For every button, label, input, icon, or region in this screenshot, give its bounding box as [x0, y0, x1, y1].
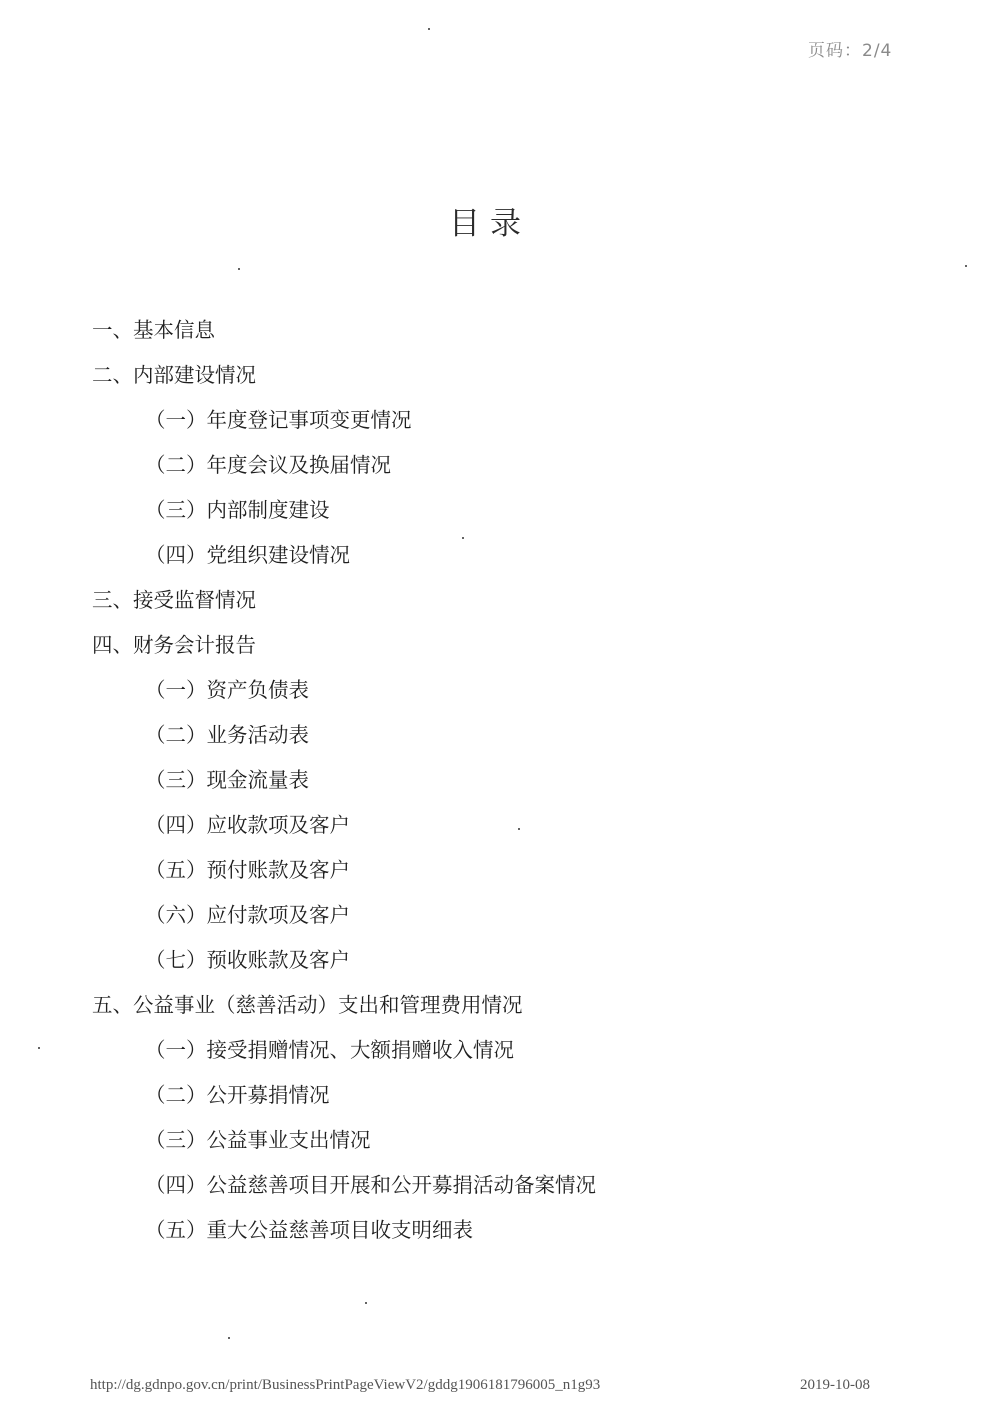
scan-speck — [238, 268, 240, 270]
toc-item-basic-info: 一、基本信息 — [92, 318, 215, 342]
toc-subitem-receivables: （四）应收款项及客户 — [145, 813, 350, 837]
scan-speck — [518, 828, 520, 830]
toc-subitem-major-project-details: （五）重大公益慈善项目收支明细表 — [145, 1218, 473, 1242]
toc-item-supervision: 三、接受监督情况 — [92, 588, 256, 612]
toc-subitem-registration-changes: （一）年度登记事项变更情况 — [145, 408, 412, 432]
scan-speck — [38, 1047, 40, 1049]
toc-subitem-charity-spending: （三）公益事业支出情况 — [145, 1128, 371, 1152]
toc-subitem-party-organization: （四）党组织建设情况 — [145, 543, 350, 567]
scan-speck — [965, 265, 967, 267]
toc-item-charity-expenditure: 五、公益事业（慈善活动）支出和管理费用情况 — [92, 993, 523, 1017]
footer-url: http://dg.gdnpo.gov.cn/print/BusinessPrintPageViewV2/gddg1906181796005_n1g93 — [90, 1377, 601, 1393]
toc-subitem-project-filing: （四）公益慈善项目开展和公开募捐活动备案情况 — [145, 1173, 596, 1197]
toc-subitem-annual-meetings: （二）年度会议及换届情况 — [145, 453, 391, 477]
scan-speck — [428, 28, 430, 30]
toc-subitem-prepayments: （五）预付账款及客户 — [145, 858, 350, 882]
toc-subitem-cash-flow: （三）现金流量表 — [145, 768, 309, 792]
toc-item-internal-construction: 二、内部建设情况 — [92, 363, 256, 387]
toc-item-financial-report: 四、财务会计报告 — [92, 633, 256, 657]
scan-speck — [228, 1337, 230, 1339]
toc-subitem-activity-statement: （二）业务活动表 — [145, 723, 309, 747]
toc-subitem-advance-receipts: （七）预收账款及客户 — [145, 948, 350, 972]
toc-subitem-balance-sheet: （一）资产负债表 — [145, 678, 309, 702]
scan-speck — [365, 1302, 367, 1304]
toc-subitem-internal-rules: （三）内部制度建设 — [145, 498, 330, 522]
page-title: 目录 — [449, 206, 531, 242]
footer-date: 2019-10-08 — [800, 1377, 870, 1393]
page-number: 页码：2/4 — [808, 41, 893, 61]
toc-subitem-public-fundraising: （二）公开募捐情况 — [145, 1083, 330, 1107]
toc-subitem-donations-received: （一）接受捐赠情况、大额捐赠收入情况 — [145, 1038, 514, 1062]
toc-subitem-payables: （六）应付款项及客户 — [145, 903, 350, 927]
scan-speck — [462, 537, 464, 539]
